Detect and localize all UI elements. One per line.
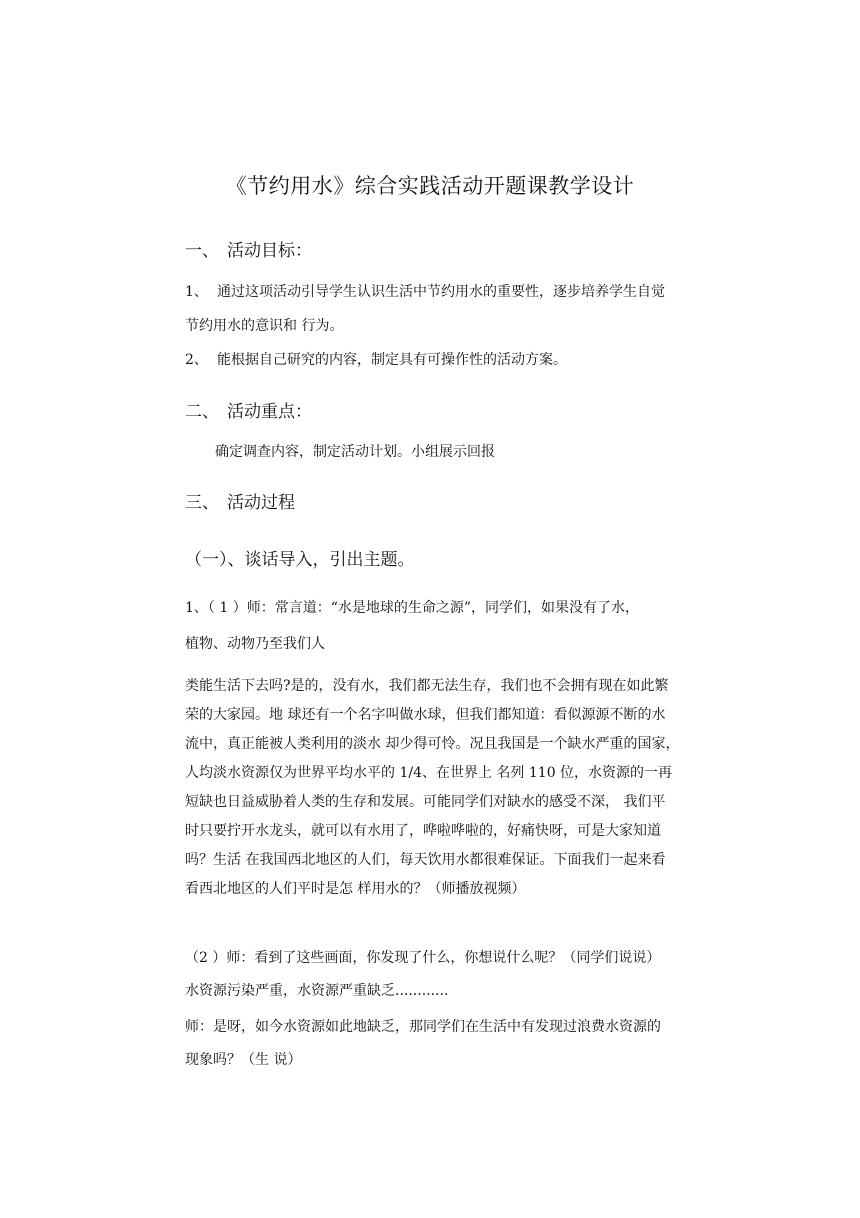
objective-item-1-line-1: [185, 281, 685, 301]
body-paragraph: [185, 672, 685, 904]
item-number: 2、: [185, 352, 208, 368]
item-text: 通过这项活动引导学生认识生活中节约用水的重要性，逐步培养学生自觉: [217, 284, 665, 300]
body-line: 吗？生活 在我国西北地区的人们，每天饮用水都很难保证。下面我们一起来看: [185, 852, 666, 868]
section-number: 三、: [185, 493, 219, 513]
objective-item-2: [185, 349, 685, 369]
section-label: 活动过程: [227, 493, 295, 513]
section-heading-process: [185, 488, 295, 513]
section-label: 活动重点：: [227, 402, 312, 422]
body-line: 短缺也日益威胁着人类的生存和发展。可能同学们对缺水的感受不深， 我们平: [185, 794, 666, 810]
item-text: 能根据自己研究的内容，制定具有可操作性的活动方案。: [217, 352, 567, 368]
paragraph-2-line-2: 水资源污染严重，水资源严重缺乏............: [185, 983, 449, 999]
paragraph-1-line-1: 1、（ 1 ）师：常言道：“水是地球的生命之源”，同学们，如果没有了水，: [185, 600, 640, 616]
body-line: 人均淡水资源仅为世界平均水平的 1/4、在世界上 名列 110 位，水资源的一再: [185, 765, 673, 781]
body-line: 时只要拧开水龙头，就可以有水用了，哗啦哗啦的，好痛快呀，可是大家知道: [185, 823, 661, 839]
body-line: 流中，真正能被人类利用的淡水 却少得可怜。况且我国是一个缺水严重的国家，: [185, 736, 680, 752]
section-number: 二、: [185, 402, 219, 422]
section-heading-focus: [185, 397, 312, 422]
subsection-heading: （一）、谈话导入，引出主题。: [185, 550, 415, 570]
section-number: 一、: [185, 241, 219, 261]
body-line: 荣的大家园。地 球还有一个名字叫做水球，但我们都知道：看似源源不断的水: [185, 707, 666, 723]
objective-item-1-line-2: 节约用水的意识和 行为。: [185, 318, 344, 334]
section-label: 活动目标：: [227, 241, 312, 261]
focus-text: 确定调查内容，制定活动计划。小组展示回报: [215, 444, 495, 460]
body-line: 看西北地区的人们平时是怎 样用水的？（师播放视频）: [185, 881, 526, 897]
section-heading-objectives: [185, 236, 312, 261]
body-line: 类能生活下去吗?是的，没有水，我们都无法生存，我们也不会拥有现在如此繁: [185, 678, 669, 694]
item-number: 1、: [185, 284, 208, 300]
paragraph-3-line-1: 师：是呀，如今水资源如此地缺乏，那同学们在生活中有发现过浪费水资源的: [185, 1019, 661, 1035]
paragraph-1-line-2: 植物、动物乃至我们人: [185, 636, 325, 652]
paragraph-2-line-1: （2 ）师：看到了这些画面，你发现了什么，你想说什么呢？（同学们说说）: [185, 950, 661, 966]
document-title: 《节约用水》综合实践活动开题课教学设计: [225, 174, 635, 198]
paragraph-3-line-2: 现象吗？（生 说）: [185, 1052, 302, 1068]
